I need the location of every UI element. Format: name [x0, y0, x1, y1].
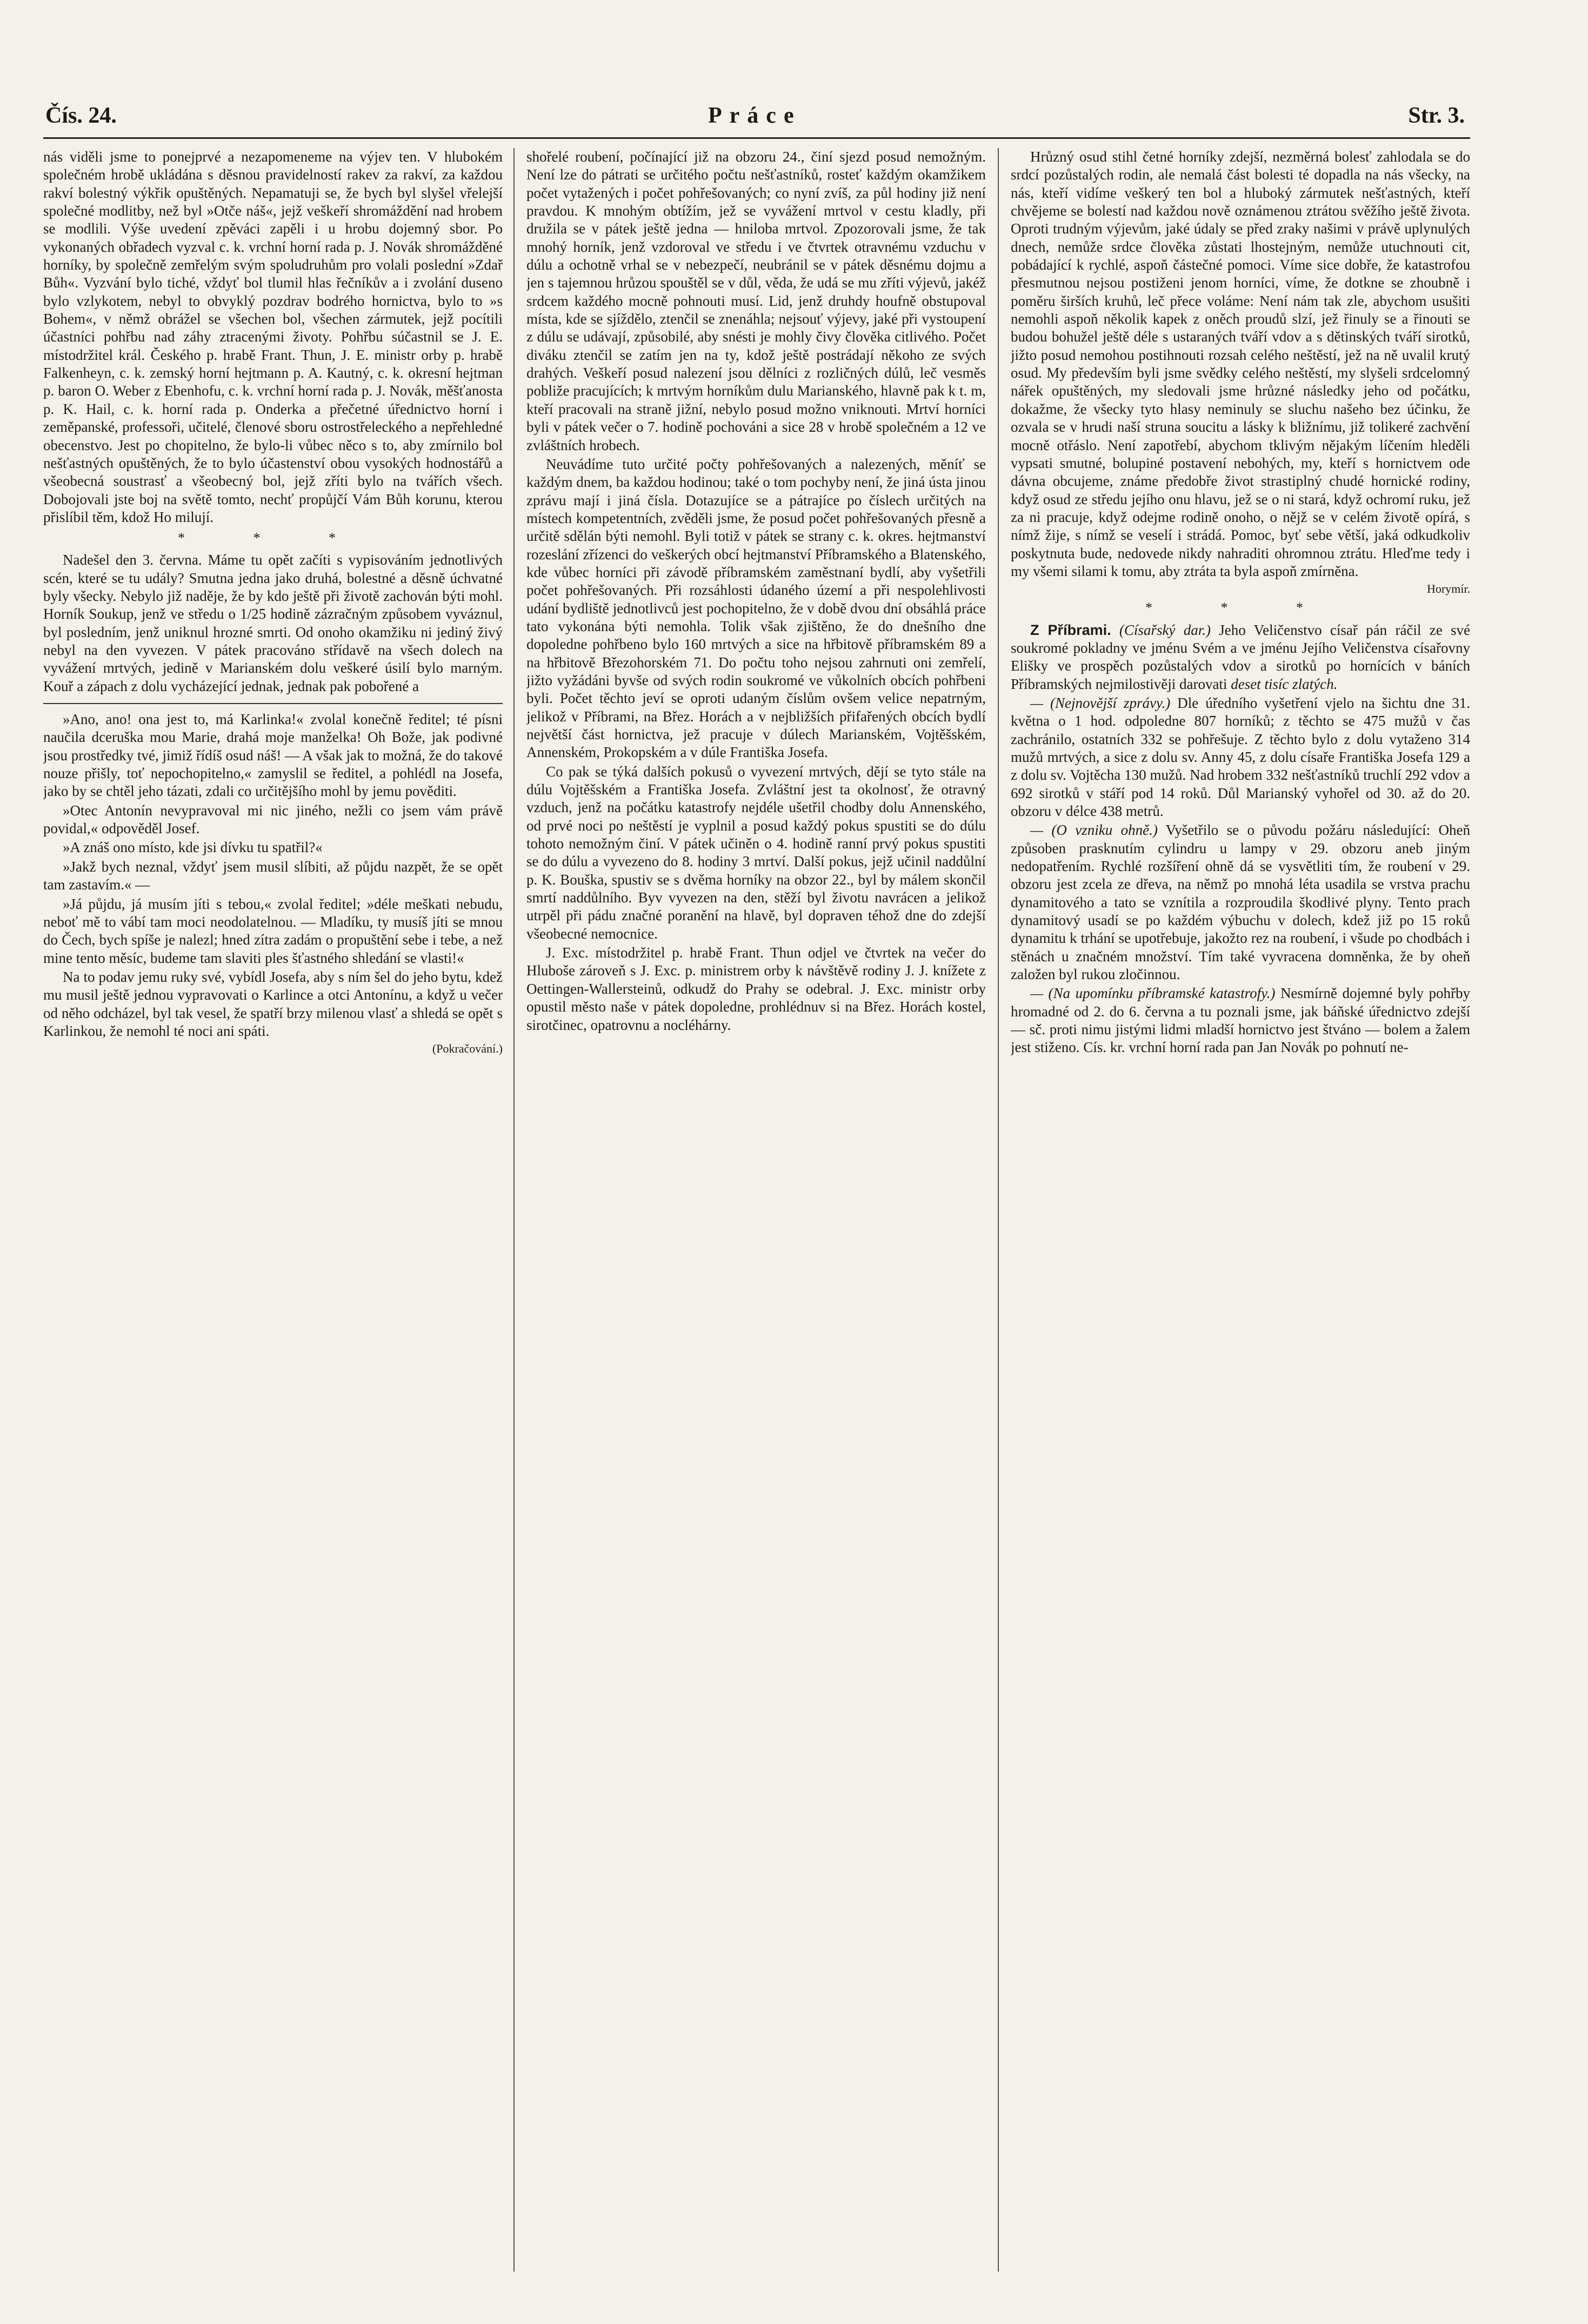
col1-paragraph-1: nás viděli jsme to ponejprvé a nezapomeneme na výjev ten. V hlubokém společném hrobě ukládána s děsnou pravidelností rakev za rakví, za každou rakví bolestný výkřik opuštěných. Nepamatuji se, že bych byl slyšel vřelejší společné modlitby, než byl »Otče náš«, jejž veškeří shromáždění nad hrobem se modlili. Výše uvedení zpěváci zapěli i u hrobu dojemný sbor. Po vykonaných obřadech vyzval c. k. vrchní horní rada p. J. Novák shromážděné horníky, by společně zemřelým svým spoludruhům pro volali poslední »Zdař Bůh«. Vyzvání bylo tiché, vždyť bol tlumil hlas řečníkův a i zvolání duseno bylo vzlykotem, nebyl to obvyklý pozdrav bodrého hornictva, bylo to »s Bohem«, v němž obrážel se všechen bol, všechen zármutek, jejž pocítili účastníci pohřbu nad záhy ztracenými životy. Pohřbu súčastnil se J. E. místodržitel král. Českého p. hrabě Frant. Thun, J. E. ministr orby p. hrabě Falkenheyn, c. k. zemský horní hejtmann p. A. Kautný, c. k. okresní hejtman p. baron O. Weber z Ebenhofu, c. k. vrchní horní rada p. J. Novák, měšťanosta p. K. Hail, c. k. horní rada p. Onderka a přečetné úřednictvo horní i zeměpanské, professoři, učitelé, členové sboru ostrostřeleckého a nepřehledné obecenstvo. Jest po chopitelno, že bylo-li vůbec něco s to, aby zmírnilo bol nešťastných opuštěných, že to bylo účastenství obou vysokých hodnostářů a všeobecná soustrasť a všeobecný bol, jejž zříti bylo na tvářích všech. Dobojovali jste boj na světě tomto, nechť propůjčí Vám Bůh korunu, kterou přislíbil těm, kdož Ho milují. — [43, 149, 503, 525]
news-subheading-3: — (O vzniku ohně.) — [1030, 822, 1158, 839]
newspaper-page — [43, 103, 1470, 2275]
author-signature: Horymír. — [1426, 582, 1470, 596]
gift-amount: deset tisíc zlatých. — [1231, 675, 1338, 692]
news-heading: Z Příbrami. — [1030, 621, 1111, 638]
col3-paragraph-1: Hrůzný osud stihl četné horníky zdejší, nezměrná bolesť zahlodala se do srdcí pozůstalých rodin, ale nemalá část bolesti té dopadla na nás všecky, na nás, kteří vidíme veškerý ten bol a hluboký zármutek nešťastných, kteří chvějeme se bolestí nad každou nově oznámenou ztrátou svěžího ještě života. Oproti trudným výjevům, jaké údaly se před zraky našimi v právě uplynulých dnech, nemůže srdce člověka zůstati lhostejným, nemůže utuchnouti cit, pobádající k rychlé, aspoň částečné pomoci. Víme sice dobře, že katastrofou přesmutnou nejsou postiženi jenom horníci, víme, že dotkne se zhoubně i poměru širších kruhů, leč přece voláme: Není nám tak zle, abychom usušiti nemohli aspoň několik kapek z oněch proudů slzí, jež řinuly se a řinouti se budou bohužel ještě déle s ustaraných tváří vdov a s dětinských tváří sirotků, jižto posud nemohou postihnouti rozsah celého neštěstí, jež na ně uvalil krutý osud. My především byli jsme svědky celého neštěstí, my slyšeli srdcelomný nářek opuštěných, my sledovali jsme hrůzné následky jeho od počátku, dokažme, že všecky tyto hlasy neminuly se sluchu našeho bez účinku, že ozvala se v hrudi naší struna soucitu a lásky k bližnímu, již tolikeré zachvění mocně otřáslo. Není zapotřebí, abychom tklivým nějakým líčením hleděli vypsati smutné, bolupiné postavení nebohých, my, kteří s hornictvem ode dávna obcujeme, známe předobře život strastiplný chudé hornické rodiny, když osud ze středu jejího onu hlavu, jež se o ni stará, když ochromí ruku, jež za ni pracuje, když odejme rodině onoho, o nějž se v celém životě opírá, s nímž žije, s nímž se veselí i strádá. Pomoc, byť sebe větší, jaká odkudkoliv poskytnuta bude, nedovede nikdy nahraditi ohromnou ztrátu. Hleďme tedy i my všemi silami k tomu, aby ztráta ta byla aspoň zmírněna. — [1011, 149, 1470, 579]
news-text-3: Vyšetřilo se o původu požáru následující: Oheň způsoben prasknutím cylindru u lampy v 29. obzoru aneb jiným nedopatřením. Rychlé rozšíření ohně dá se vysvětliti tím, že roubení v 29. obzoru jest zcela ze dřeva, na němž po mnohá léta usadila se vrstva prachu dynamitového a tato se vznítila a rozproudila škodlivé plyny. Tento prach dynamitový usadí se po každém výbuchu v dolech, kdež již po 15 roků dynamitu k trhání se upotřebuje, jakožto rez na roubení, i všude po chodbách i stěnách u značném množství. Tím také vyvracena domněnka, že by oheň založen byl rukou zločinnou. — [1011, 822, 1470, 983]
col2-paragraph-3: Co pak se týká dalších pokusů o vyvezení mrtvých, dějí se tyto stále na dúlu Vojtěšském a Františka Josefa. Zvláštní jest ta okolnosť, že otravný vzduch, jenž na počátku katastrofy nejdéle ušetřil chodby dolu Annenského, od prvé noci po neštěstí je vyplnil a posud každý pokus spustiti se do dúlu tohoto nemožným činí. V pátek učiněn o 4. hodině ranní prvý pokus spustiti se do dúlu a vyvezeno do 8. hodiny 3 mrtví. Další pokus, jejž učinil naddůlní p. K. Bouška, spustiv se s dvěma horníky na obzor 22., byl by málem skončil smrtí naddůlního. Byv vyvezen na den, stěží byl životu navrácen a jelikož utrpěl při pádu značné poranění na hlavě, byl dopraven téhož dne do zdejší všeobecné nemocnice. — [526, 763, 986, 942]
col3-news-3 — [1011, 821, 1470, 983]
col2-paragraph-1: shořelé roubení, počínající již na obzoru 24., činí sjezd posud nemožným. Není lze do pátrati se určitého počtu nešťastníků, rosteť každým okamžikem počet vytažených i počet pohřešovaných; co nyní zvíš, za půl hodiny již není pravdou. K mnohým obtížím, jež se vyvážení mrtvol v cestu kladly, při družila se v pátek ještě jedna — hniloba mrtvol. Zpozorovali jsme, že tak mnohý horník, jenž vzdoroval ve středu i ve čtvrtek otravnému vzduchu v dúlu a ochotně vrhal se v nebezpečí, neubránil se v pátek děsnému dojmu a jen s tajemnou hrůzou spouštěl se v důl, věda, že udá se mu zříti výjevů, jakéž srdcem každého mocně pohnouti musí. Lid, jenž druhdy houfně obstupoval místa, kde se sjíždělo, ztenčil se znenáhla; nejsouť výjevy, jaké při vystoupení z dúlu se udávají, způsobilé, aby snésti je mohly čivy člověka citlivého. Počet diváku ztenčil se zatím jen na ty, kdož ještě postrádají někoho ze svých drahých. Veškeří posud nalezení jsou dělníci z rozličných dúlů, leč vesměs pobliže pracujících; k mrtvým horníkům dulu Marianského, hlavně pak k t. m, kteří pracovali na straně jižní, nebylo posud možno vniknouti. Mrtví horníci byli v pátek večer o 7. hodině pochováni a sice 28 v hrobě společném a 12 ve zvláštních hrobech. — [526, 149, 986, 453]
news-text-4: Nesmírně dojemné byly pohřby hromadné od 2. do 6. června a tu poznali jsme, jak báňské úřednictvo zdejší — sč. proti nimu jistými lidmi mladší hornictvo jest štváno — bolem a žalem jest stiženo. Cís. kr. vrchní horní rada pan Jan Novák po pohnutí ne- — [1011, 985, 1470, 1056]
masthead — [43, 103, 1470, 135]
issue-number: Čís. 24. — [45, 103, 117, 128]
col1-paragraph-6: »Jakž bych neznal, vždyť jsem musil slíbiti, až půjdu nazpět, že se opět tam zastavím.« — — [43, 858, 503, 893]
col2-paragraph-4: J. Exc. místodržitel p. hrabě Frant. Thun odjel ve čtvrtek na večer do Hluboše zároveň s J. Exc. p. ministrem orby k návštěvě rodiny J. J. knížete z Oettingen-Wallersteinů, odkudž do Prahy se odebral. J. Exc. ministr orby opustil město naše v pátek dopoledne, prohlédnuv si na Břez. Horách kostel, sirotčinec, opatrovnu a nocléhárny. — [526, 945, 986, 1033]
section-stars: * * * — [178, 530, 368, 546]
col1-paragraph-4: »Otec Antonín nevypravoval mi nic jiného, nežli co jsem vám právě povidal,« odpověděl Josef. — [43, 802, 503, 837]
news-subheading-4: — (Na upomínku příbramské katastrofy.) — [1030, 985, 1276, 1002]
header-rule — [43, 137, 1470, 139]
col3-news-4 — [1011, 984, 1470, 1056]
news-subheading-2: — (Nejnovější zprávy.) — [1030, 694, 1171, 711]
col3-news-1 — [1011, 621, 1470, 693]
column-2 — [526, 148, 986, 2272]
column-1 — [43, 148, 503, 2272]
col1-paragraph-3: »Ano, ano! ona jest to, má Karlinka!« zvolal konečně ředitel; té písni naučila dceruška mou Marie, drahá moje manželka! Oh Bože, jak podivné jsou prostředky tvé, jimiž řídíš osud náš! — A však jak to možná, že do takové nouze přišly, toť nepochopitelno,« zamyslil se ředitel, a pohlédl na Josefa, jako by se chtěl jeho tázati, zdali co určitějšího mohl by jemu pověditi. — [43, 711, 503, 800]
section-stars-2: * * * — [1145, 600, 1336, 616]
col1-paragraph-8: Na to podav jemu ruky své, vybídl Josefa, aby s ním šel do jeho bytu, kdež mu musil ještě jednou vypravovati o Karlince a otci Antonínu, a když u večer od něho odcházel, byl tak vesel, že spatří brzy milenou vlasť a shledá se opět s Karlinkou, že nemohl té noci ani spáti. — [43, 968, 503, 1039]
col3-news-2 — [1011, 694, 1470, 820]
feuilleton-rule — [43, 703, 503, 704]
news-text-1: Jeho Veličenstvo císař pán ráčil ze své soukromé pokladny ve jménu Svém a ve jménu Jejího Veličenstva císařovny Elišky ve prospěch pozůstalých vdov a sirotků po hornících v báních Příbramských nejmilostivěji darovati — [1011, 621, 1470, 692]
column-divider-2 — [998, 148, 999, 2272]
newspaper-title: Práce — [708, 103, 802, 128]
col1-paragraph-2: Nadešel den 3. června. Máme tu opět začíti s vypisováním jednotlivých scén, které se tu udály? Smutna jedna jako druhá, bolestné a děsně úchvatné byly všecky. Nebylo již naděje, že by kdo ještě při životě zachován býti mohl. Horník Soukup, jenž ve středu o 1/25 hodině zázračným způsobem vyváznul, byl posledním, jenž uniknul hrozné smrti. Od onoho okamžiku ni jediný živý nebyl na den vyvezen. V pátek pracováno střídavě na všech dolech na vyvážení mrtvých, jedině v Marianském dolu veškeré úsilí bylo marným. Kouř a zápach z dolu vycházející jednak, jednak pak pobořené a — [43, 552, 503, 694]
news-text-2: Dle úředního vyšetření vjelo na šichtu dne 31. května o 1 hod. odpoledne 807 horníků; z těchto se 475 mužů v čas zachránilo, ostatních 332 se pohřešuje. Z těchto bylo z dolu vytaženo 314 mužů mrtvých, a sice z dolu sv. Anny 45, z dolu císaře Františka Josefa 129 a z dolu sv. Vojtěcha 130 mužů. Nad hrobem 332 nešťastníků truchlí 292 vdov a 692 sirotků v stáří pod 14 roků. Důl Marianský vyhořel od 30. až do 20. obzoru v délce 438 metrů. — [1011, 694, 1470, 819]
col1-paragraph-5: »A znáš ono místo, kde jsi dívku tu spatřil?« — [63, 839, 323, 856]
col2-paragraph-2: Neuvádíme tuto určité počty pohřešovaných a nalezených, měníť se každým dnem, ba každou hodinou; také o tom pochyby není, že jiná ústa jinou zprávu mají i jiná čísla. Dotazujíce se a pátrajíce po číslech určitých na místech kompetentních, zvěděli jsme, že posud počet pohřešovaných přesně a určitě sdělán býti nemohl. Byli totiž v pátek se strany c. k. okres. hejtmanství rozeslání zřízenci do veškerých obcí hejtmanství Příbramského a Blatenského, kde vůbec horníci při závodě příbramském zaměstnaní bydlí, aby vyšetřili počet pohřešovaných. Při rozsáhlosti údaného území a při nespolehlivosti udání bydliště jednotlivců jest pochopitelno, že v době dvou dní obsáhlá práce tato vykonána býti nemohla. Tolik však zjištěno, že do dnešního dne dopoledne pohřbeno bylo 160 mrtvých a sice na hřbitově příbramském 89 a na hřbitově Březohorském 71. Do počtu toho nejsou zahrnuti oni zemřelí, jižto vyžádáni byvše od svých rodin soukromé ve vůkolních obcích pohřbeni byli. Počet těchto jeví se oproti udaným číslům ovšem velice nepatrným, jelikož v Příbrami, na Břez. Horách a v nejbližších přifařených obcích bydlí největší část hornictva, jež pracuje v dúlech Marianském, Vojtěšském, Annenském, Prokopském a v dúle Františka Josefa. — [526, 456, 986, 761]
col1-paragraph-7: »Já půjdu, já musím jíti s tebou,« zvolal ředitel; »déle meškati nebudu, neboť mě to vábí tam moci neodolatelnou. — Mladíku, ty musíš jíti se mnou do Čech, bych spíše je nalezl; hned zítra zadám o propuštění sebe i tebe, a než mine tento měsíc, budeme tam slaviti ples šťastného shledání se vlasti!« — [43, 895, 503, 966]
page-number: Str. 3. — [1408, 103, 1465, 128]
news-subheading-1: (Císařský dar.) — [1119, 621, 1211, 638]
column-divider-1 — [513, 148, 515, 2272]
continued-note: (Pokračování.) — [432, 1042, 503, 1056]
column-3 — [1011, 148, 1470, 2272]
